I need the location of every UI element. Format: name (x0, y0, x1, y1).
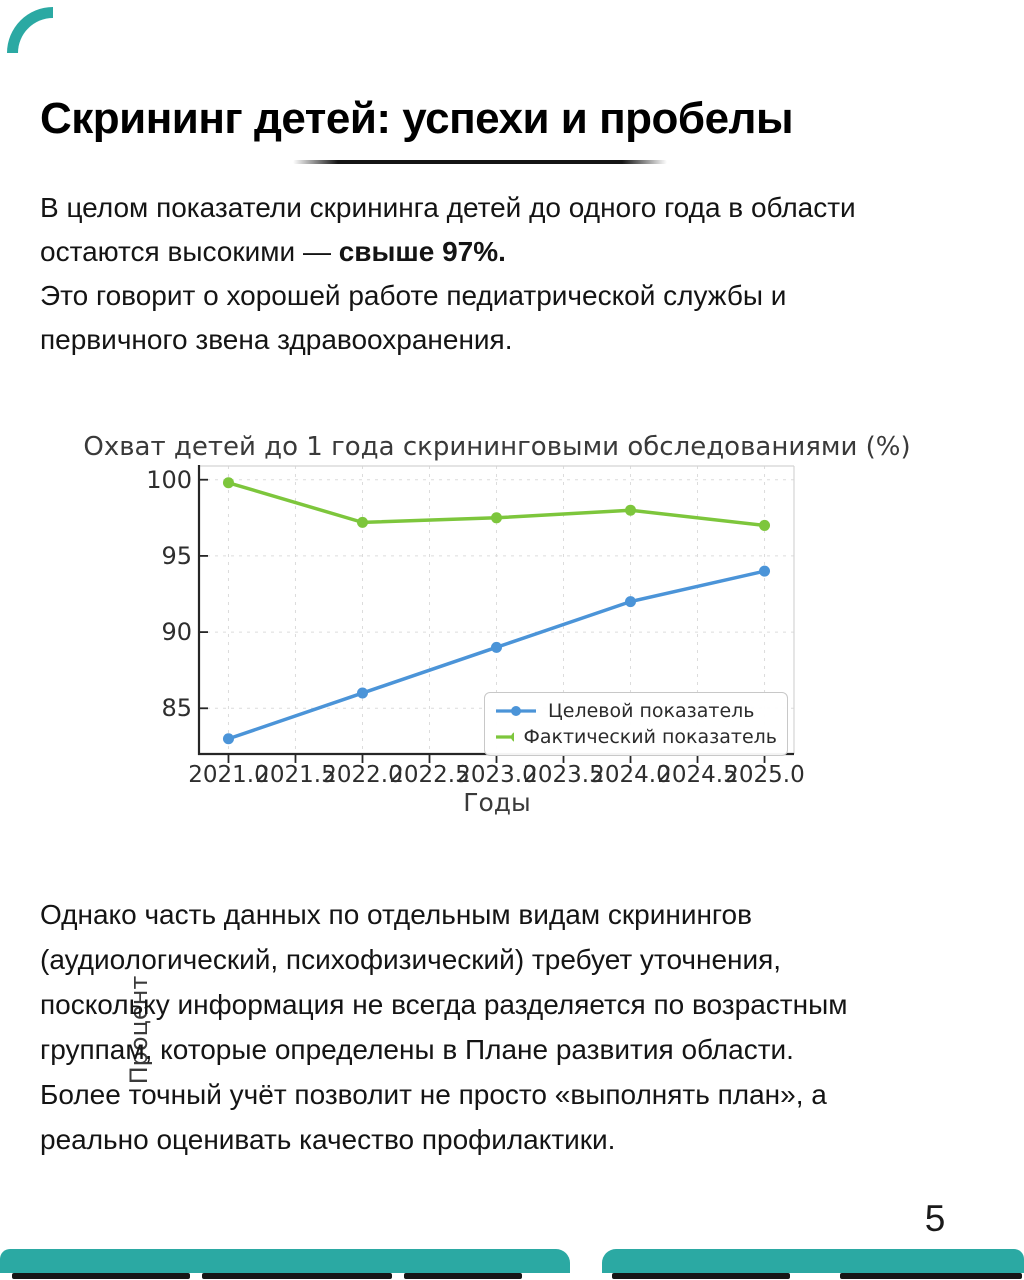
series-marker (223, 477, 234, 488)
body-line: реально оценивать качество профилактики. (40, 1124, 616, 1155)
y-axis-label: Процент (125, 975, 153, 1085)
xtick-label: 2021.5 (255, 762, 336, 788)
bottom-dashed-line (202, 1273, 392, 1279)
xtick-label: 2025.0 (724, 762, 805, 788)
intro-line (40, 235, 1000, 269)
intro-line: первичного звена здравоохранения. (40, 324, 513, 355)
body-line: Однако часть данных по отдельным видам скринингов (40, 899, 752, 930)
series-marker (357, 688, 368, 699)
legend-marker-icon (494, 730, 514, 744)
series-marker (759, 566, 770, 577)
body-line: группам, которые определены в Плане развития области. (40, 1034, 794, 1065)
ytick-label: 90 (161, 618, 192, 647)
intro-line: Это говорит о хорошей работе педиатрической службы и (40, 280, 787, 311)
series-marker (491, 642, 502, 653)
series-marker (223, 733, 234, 744)
xtick-label: 2024.0 (590, 762, 671, 788)
ytick-label: 95 (161, 541, 192, 570)
xtick-label: 2021.0 (188, 762, 269, 788)
intro-line-bold: свыше 97%. (338, 236, 506, 267)
chart-title: Охват детей до 1 года скрининговыми обследованиями (%) (83, 432, 911, 462)
ytick-label: 85 (161, 694, 192, 723)
chart-legend (484, 692, 788, 756)
bottom-dashed-line (12, 1273, 190, 1279)
page-title: Скрининг детей: успехи и пробелы (40, 94, 794, 143)
corner-accent-arc (7, 7, 53, 53)
intro-line: В целом показатели скрининга детей до одного года в области (40, 192, 856, 223)
series-marker (625, 596, 636, 607)
intro-line-normal: остаются высокими — (40, 236, 339, 267)
series-marker (491, 512, 502, 523)
legend-marker-icon (494, 704, 538, 718)
series-marker (759, 520, 770, 531)
bottom-accent-bar (602, 1249, 1024, 1273)
bottom-dashed-line (612, 1273, 790, 1279)
ytick-label: 100 (146, 465, 192, 494)
bottom-dashed-line (404, 1273, 522, 1279)
series-marker (357, 517, 368, 528)
legend-label: Целевой показатель (548, 700, 755, 722)
title-underline (293, 160, 667, 164)
body-line: Более точный учёт позволит не просто «выполнять план», а (40, 1079, 827, 1110)
body-line: (аудиологический, психофизический) требует уточнения, (40, 944, 782, 975)
x-axis-label: Годы (463, 788, 531, 817)
bottom-accent-bar (0, 1249, 570, 1273)
body-line: поскольку информация не всегда разделяется по возрастным (40, 989, 848, 1020)
xtick-label: 2022.0 (322, 762, 403, 788)
xtick-label: 2023.0 (456, 762, 537, 788)
legend-label: Фактический показатель (523, 726, 777, 748)
xtick-label: 2024.5 (657, 762, 738, 788)
xtick-label: 2023.5 (523, 762, 604, 788)
legend-item (494, 726, 777, 748)
bottom-dashed-line (840, 1273, 1022, 1279)
legend-item (494, 700, 777, 722)
series-marker (625, 505, 636, 516)
xtick-label: 2022.5 (389, 762, 470, 788)
page-number: 5 (924, 1198, 946, 1239)
